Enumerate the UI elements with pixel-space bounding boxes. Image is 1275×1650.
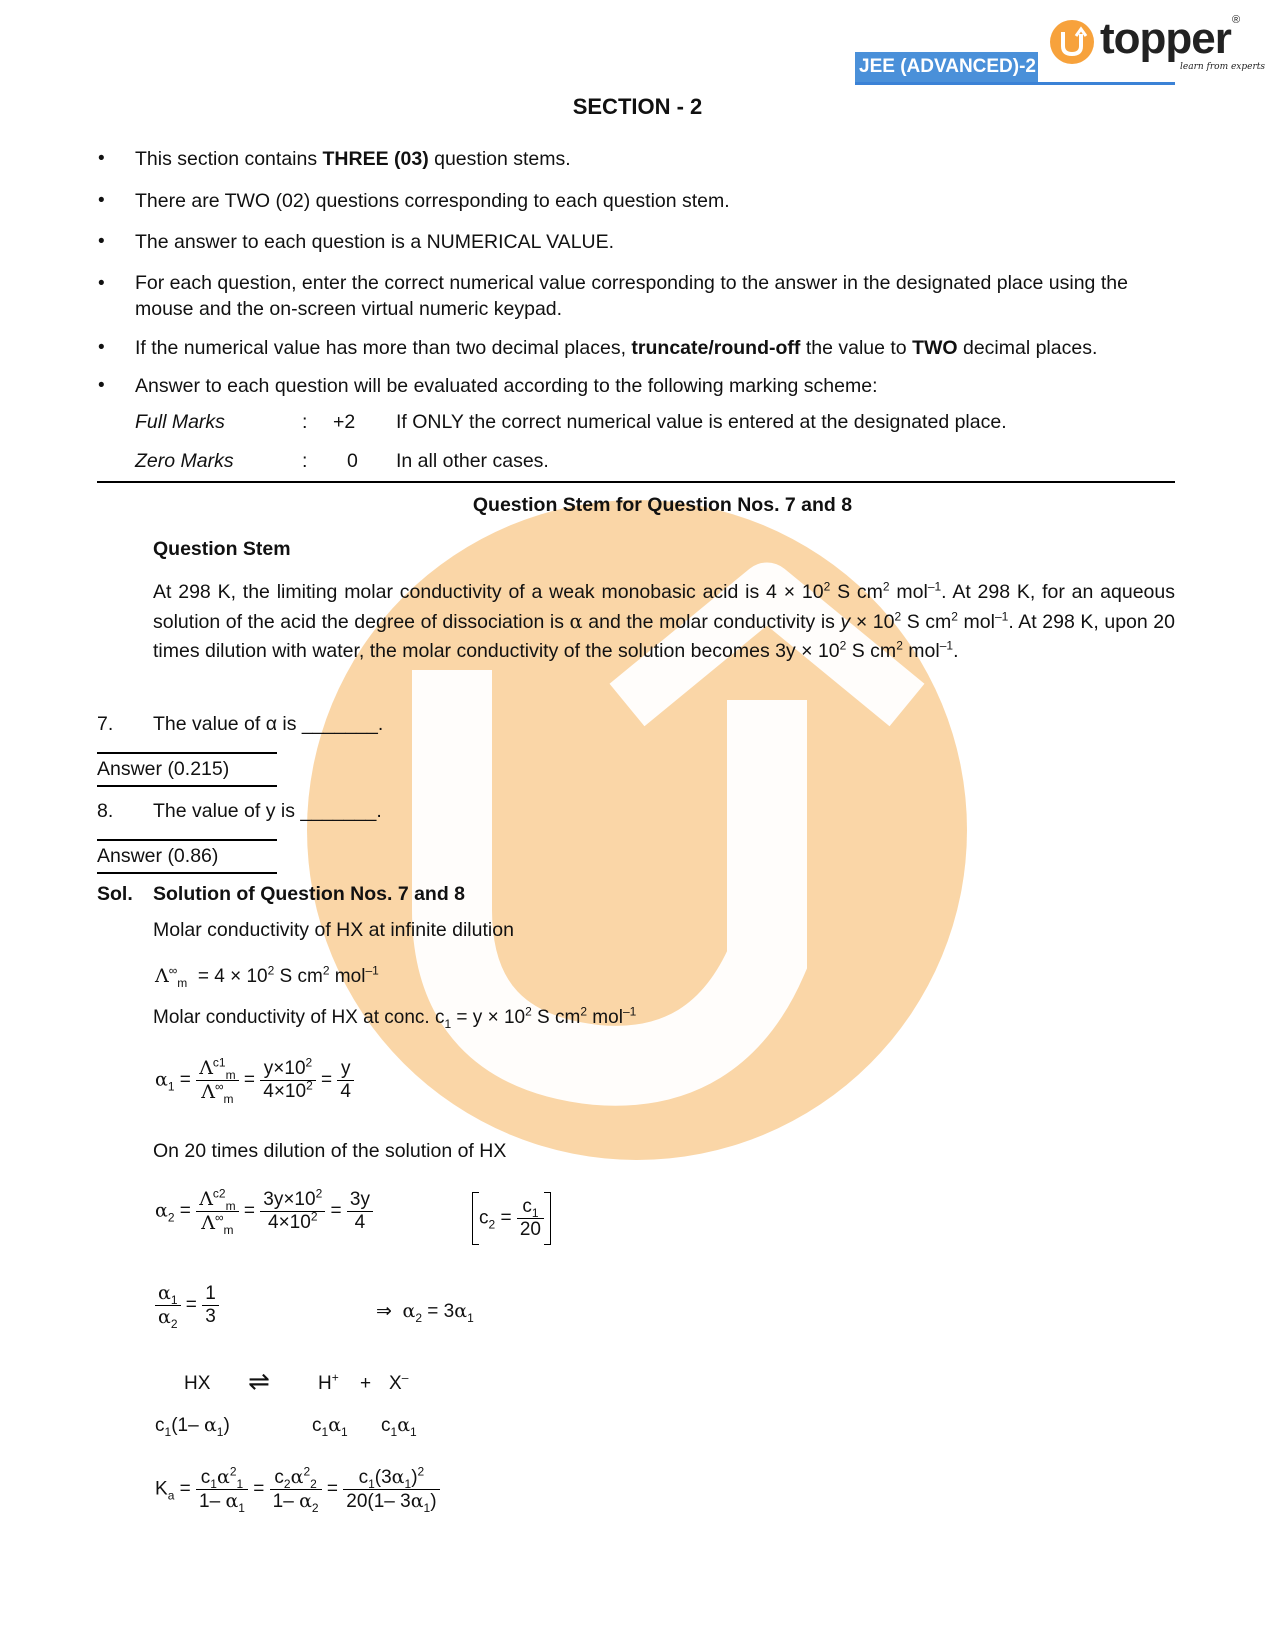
ka-equation: $K_a$ = $\frac{c_1\alpha^2_1}{1- \alpha_1}$ = $\frac{c_2\alpha^2_2}{1- \alpha_2}$ = $\frac{c_1(3\alpha_1)^2}{20(1- 3\alpha_1)}$ [155,1466,440,1513]
header-accent-line [855,82,1175,85]
marking-desc: In all other cases. [396,450,549,472]
equilibrium-h: H+ [318,1370,339,1394]
brand-name: topper [1100,14,1231,63]
marking-desc: If ONLY the correct numerical value is entered at the designated place. [396,411,1007,433]
bullet: • [98,273,105,294]
answer-rule [97,872,277,874]
question-number: 8. [97,800,114,822]
bullet: • [98,337,105,358]
answer-text: Answer (0.86) [97,845,219,867]
conc-hx: $c_1(1-$ $\alpha_1$) [155,1414,230,1439]
marking-value: +2 [333,411,356,433]
alpha1-equation: $\alpha_1$ = $\frac{\Lambda^{c1}_m}{\Lambda^\infty_m}$ = $\frac{y\times 10^2}{4\times 10^2}$ = $\frac{y}{4}$ [155,1057,354,1104]
instruction-4: For each question, enter the correct numerical value corresponding to the answer in the designated place using the mouse and the on-screen virtual numeric keypad. [135,272,1128,320]
solution-heading: Solution of Question Nos. 7 and 8 [153,883,466,905]
stem-text: At 298 K, the limiting molar conductivity of a weak monobasic acid is $4 \times 10^2$ S $cm^2$ mol$^{-1}$. At 298 K, for an aqueous solution of the acid the degree of dissociation is α and the molar conductivity is $y \times 10^2$ S $cm^2$ mol$^{-1}$. At 298 K, upon 20 times dilution with water, the molar conductivity of the solution becomes $3y \times 10^2$ S $cm^2$ mol$^{-1}$. [153,579,1175,662]
answer-text: Answer (0.215) [97,758,230,780]
answer-rule [97,785,277,787]
exam-tag: JEE (ADVANCED)-2 [855,52,1038,82]
solution-line-3: On 20 times dilution of the solution of HX [153,1140,507,1162]
alpha-ratio: $\frac{\alpha_1}{\alpha_2}$ = $\frac{1}{3}$ [155,1282,219,1329]
section-title: SECTION - 2 [572,94,703,119]
bullet: • [98,148,105,169]
bullet: • [98,375,105,396]
question-text: The value of y is _______. [153,800,382,822]
solution-line-1: Molar conductivity of HX at infinite dilution [153,919,514,941]
bullet: • [98,231,105,252]
conc-h: $c_1\alpha_1$ [312,1414,348,1439]
stem-label: Question Stem [153,538,291,560]
instruction-2: There are TWO (02) questions corresponding to each question stem. [135,190,730,212]
marking-value: 0 [347,450,358,472]
equilibrium-plus: + [360,1373,372,1394]
alpha-relation: ⇒ $\alpha_2 = 3\alpha_1$ [376,1300,474,1325]
equilibrium-arrow: ⇌ [248,1366,270,1396]
instruction-6: Answer to each question will be evaluated according to the following marking scheme: [135,375,878,397]
answer-rule [97,752,277,754]
equilibrium-hx: HX [184,1373,211,1394]
solution-line-2: Molar conductivity of HX at conc. $c_1 = y \times 10^2$ S $cm^2$ mol$^{-1}$ [153,1004,637,1031]
alpha2-equation: $\alpha_2$ = $\frac{\Lambda^{c2}_m}{\Lambda^\infty_m}$ = $\frac{3y\times 10^2}{4\times 10^2}$ = $\frac{3y}{4}$ [155,1188,373,1235]
question-text: The value of α is _______. [153,713,384,735]
c2-relation: $c_2$ = $\frac{c_1}{20}$ [472,1192,551,1245]
brand-tagline: learn from experts [1180,62,1266,72]
bullet: • [98,190,105,211]
conc-x: $c_1\alpha_1$ [381,1414,417,1439]
sol-label: Sol. [97,883,133,905]
marking-colon: : [302,450,308,472]
instruction-3: The answer to each question is a NUMERICAL VALUE. [135,231,615,253]
equilibrium-x: X– [389,1370,409,1394]
marking-colon: : [302,411,308,433]
marking-label: Full Marks [135,411,225,433]
marking-label: Zero Marks [135,450,234,472]
stem-heading: Question Stem for Question Nos. 7 and 8 [472,494,853,516]
limiting-conductivity: $\Lambda^\infty_m = 4 \times 10^2$ S $cm^2$ mol$^{-1}$ [155,963,379,990]
instruction-1: This section contains THREE (03) question stems. [135,148,571,170]
instruction-5: If the numerical value has more than two decimal places, truncate/round-off the value to TWO decimal places. [135,337,1098,359]
answer-rule [97,839,277,841]
question-number: 7. [97,713,114,735]
brand-registered-mark: ® [1232,14,1241,26]
section-divider [97,481,1175,483]
